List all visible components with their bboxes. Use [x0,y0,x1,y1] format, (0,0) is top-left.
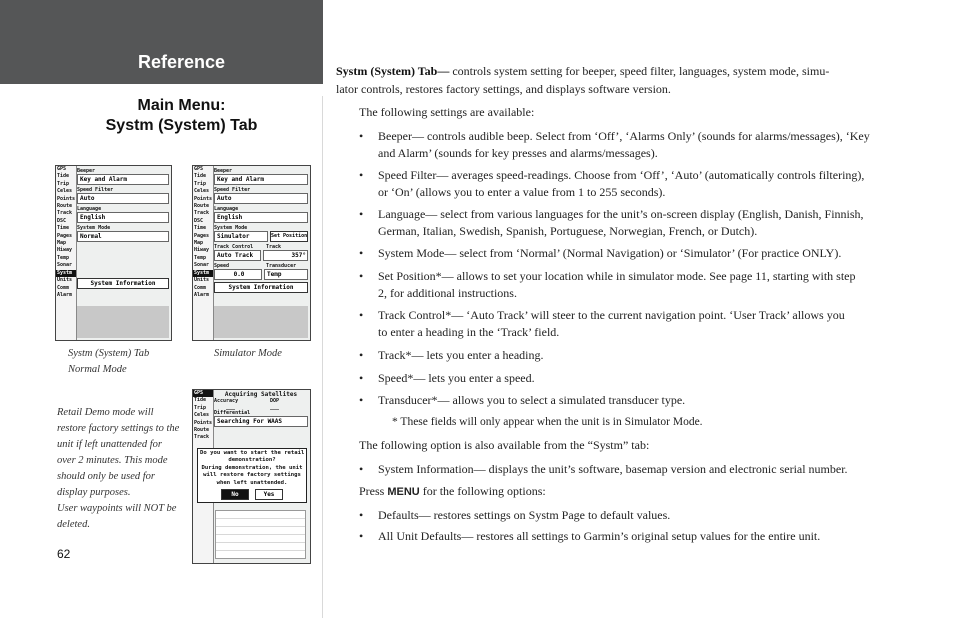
caption-demo-line: Retail Demo mode will [57,407,154,418]
simulator-note: * These fields will only appear when the unit is in Simulator Mode. [392,416,703,428]
screen-normal-mode [55,165,172,341]
press-prefix: Press [359,484,388,498]
section-title: Reference [137,52,226,72]
tab-strip [56,166,77,340]
press-suffix: for the following options: [419,484,546,498]
tab-sonar: Sonar [194,262,210,269]
caption-demo-line: deleted. [57,519,90,530]
bullet-text: System Mode— select from ‘Normal’ (Normal Navigation) or ‘Simulator’ (For practice ONLY). [378,246,842,260]
bullet-line: or ‘On’ (allows you to enter a value from 1 to 255 seconds). [378,185,666,199]
page-heading-line2: Systm (System) Tab [105,117,258,134]
bullet-line: to enter a heading in the ‘Track’ field. [378,325,560,339]
bullet-text [378,128,888,162]
tab-dsc: DSC [57,217,67,224]
system-mode-label: System Mode [214,225,248,231]
transducer-field: Temp [264,269,308,280]
tab-celes: Celes [57,188,73,195]
caption-normal-line1: Systm (System) Tab [68,348,150,359]
bullet-dot: • [359,529,364,543]
tab-trip: Trip [57,180,70,187]
bullet-text [378,167,888,201]
bullet-text: All Unit Defaults— restores all settings to Garmin’s original setup values for the entire unit. [378,529,821,543]
tab-tide: Tide [194,397,207,404]
press-menu-line [359,483,546,501]
bullet-text [378,268,888,302]
bullet-dot: • [359,129,364,143]
bullet-dot: • [359,168,364,182]
speed-filter-label: Speed Filter [214,187,251,193]
beeper-label: Beeper [77,168,96,174]
dop-label: DOP [270,398,280,404]
tab-points: Points [194,419,213,426]
bullet-dot: • [359,308,364,322]
language-label: Language [77,206,102,212]
transducer-label: Transducer [266,263,297,269]
tab-hiway: Hiway [57,247,73,254]
system-information-button: System Information [214,282,308,293]
tab-track: Track [194,210,210,217]
page-heading-line1: Main Menu: [137,97,226,114]
tab-time: Time [57,225,70,232]
bullet-line: Track Control*— ‘Auto Track’ will steer to the current navigation point. ‘User Track’ allows you [378,308,845,322]
differential-field: Searching For WAAS [214,416,308,427]
differential-label: Differential [214,410,251,416]
intro-line-1 [336,62,896,80]
speed-filter-label: Speed Filter [77,187,114,193]
speed-filter-field: Auto [77,193,169,204]
bullet-dot: • [359,207,364,221]
bullet-line: Beeper— controls audible beep. Select from ‘Off’, ‘Alarms Only’ (sounds for alarms/messages), ‘Key [378,129,870,143]
tab-route: Route [194,427,210,434]
caption-demo-line: display purposes. [57,487,131,498]
bullet-dot: • [359,269,364,283]
tab-tide: Tide [194,173,207,180]
system-mode-row [214,231,308,244]
caption-demo-line: over 2 minutes. This mode [57,455,168,466]
tab-route: Route [194,203,210,210]
intro-paragraph [336,62,896,98]
lead-term: Systm (System) Tab— [336,64,450,78]
screen-simulator-mode [192,165,311,341]
bullet-dot: • [359,462,364,476]
tab-gps: GPS [57,166,67,172]
settings-panel [77,168,169,289]
bullet-dot: • [359,348,364,362]
bullet-line: German, Italian, Swedish, Spanish, Portuguese, Norwegian, French, or Dutch). [378,224,758,238]
caption-demo-line: should only be used for [57,471,155,482]
option-intro: The following option is also available from the “Systm” tab: [359,438,650,452]
screen-retail-demo [192,389,311,564]
speed-row [214,269,308,282]
bullet-text: Defaults— restores settings on Systm Page to default values. [378,508,671,522]
bullet-dot: • [359,371,364,385]
system-information-button: System Information [77,278,169,289]
page-heading [0,96,363,136]
tab-points: Points [57,195,76,202]
tab-points: Points [194,195,213,202]
tab-celes: Celes [194,188,210,195]
tab-comm: Comm [57,284,70,291]
bullet-line: Set Position*— allows to set your location while in simulator mode. See page 11, starting with step [378,269,856,283]
satellite-panel [214,392,308,429]
dialog-line-1: Do you want to start the retail [200,450,305,456]
tab-systm: Systm [193,270,213,277]
beeper-field: Key and Alarm [214,174,308,185]
lead-text-1: controls system setting for beeper, speed filter, languages, system mode, simu- [449,64,830,78]
bullet-dot: • [359,246,364,260]
empty-area [77,306,169,338]
page-number: 62 [57,547,71,561]
track-control-label: Track Control [214,244,254,250]
speed-field: 0.0 [214,269,262,280]
tab-dsc: DSC [194,217,204,224]
tab-pages: Pages [194,232,210,239]
available-intro: The following settings are available: [359,105,535,119]
caption-demo-line: User waypoints will NOT be [57,503,177,514]
dialog-line-5: when left unattended. [216,479,288,486]
language-field: English [77,212,169,223]
system-mode-field: Normal [77,231,169,242]
tab-alarm: Alarm [57,291,73,298]
caption-normal-mode [68,346,178,378]
satellite-signal-chart [215,510,306,559]
tab-track: Track [57,210,73,217]
tab-map: Map [57,240,67,247]
dialog-buttons [200,489,304,500]
tab-gps: GPS [193,390,213,397]
speed-filter-field: Auto [214,193,308,204]
tab-gps: GPS [194,166,204,172]
beeper-label: Beeper [214,168,233,174]
bullet-text [378,307,888,341]
tab-comm: Comm [194,284,207,291]
caption-retail-demo [57,405,187,533]
tab-route: Route [57,203,73,210]
settings-panel [214,168,308,293]
demo-dialog [197,448,307,503]
tab-sonar: Sonar [57,262,73,269]
tab-units: Units [194,277,210,284]
tab-units: Units [57,277,73,284]
tab-trip: Trip [194,180,207,187]
acquiring-title: Acquiring Satellites [224,391,298,398]
tab-trip: Trip [194,404,207,411]
bullet-dot: • [359,508,364,522]
caption-simulator-mode: Simulator Mode [214,348,282,359]
system-mode-label: System Mode [77,225,111,231]
tab-systm: Systm [56,270,76,277]
set-position-button: Set Position [270,231,308,242]
bullet-line: and Alarm’ (sounds for key presses and alarms/messages). [378,146,658,160]
tab-celes: Celes [194,412,210,419]
tab-track: Track [194,434,210,441]
accuracy-label: Accuracy [214,398,239,404]
intro-line-2: lator controls, restores factory settings, and displays software version. [336,82,671,96]
bullet-line: 2, for additional instructions. [378,286,517,300]
menu-key: MENU [387,486,420,498]
tab-hiway: Hiway [194,247,210,254]
dialog-line-4: will restore factory settings [203,472,301,479]
bullet-text: Transducer*— allows you to select a simulated transducer type. [378,393,686,407]
language-field: English [214,212,308,223]
tab-tide: Tide [57,173,70,180]
language-label: Language [214,206,239,212]
dop-value: ___ [270,404,280,410]
tab-strip [193,166,214,340]
tab-temp: Temp [194,254,207,261]
bullet-text [378,206,888,240]
tab-map: Map [194,240,204,247]
bullet-line: Language— select from various languages for the unit’s on-screen display (English, Danish, Finnish, [378,207,864,221]
track-label: Track [266,244,282,250]
bullet-text: Track*— lets you enter a heading. [378,348,544,362]
speed-label: Speed [214,263,230,269]
caption-demo-line: unit if left unattended for [57,439,162,450]
track-field: 357° [263,250,308,261]
caption-demo-line: restore factory settings to the [57,423,180,434]
system-mode-field: Simulator [214,231,268,242]
tab-time: Time [194,225,207,232]
empty-area [214,306,308,338]
no-button: No [221,489,249,500]
bullet-dot: • [359,393,364,407]
track-row [214,250,308,263]
track-control-field: Auto Track [214,250,261,261]
tab-pages: Pages [57,232,73,239]
bullet-line: Speed Filter— averages speed-readings. Choose from ‘Off’, ‘Auto’ (automatically controls filtering), [378,168,865,182]
tab-alarm: Alarm [194,291,210,298]
yes-button: Yes [255,489,283,500]
caption-normal-line2: Normal Mode [68,364,127,375]
accuracy-value: ___ [226,404,236,410]
tab-temp: Temp [57,254,70,261]
dialog-line-3: During demonstration, the unit [201,464,303,471]
bullet-text: System Information— displays the unit’s software, basemap version and electronic serial number. [378,462,848,476]
bullet-text: Speed*— lets you enter a speed. [378,371,535,385]
column-divider [322,96,323,618]
dialog-line-2: demonstration? [228,457,276,464]
beeper-field: Key and Alarm [77,174,169,185]
